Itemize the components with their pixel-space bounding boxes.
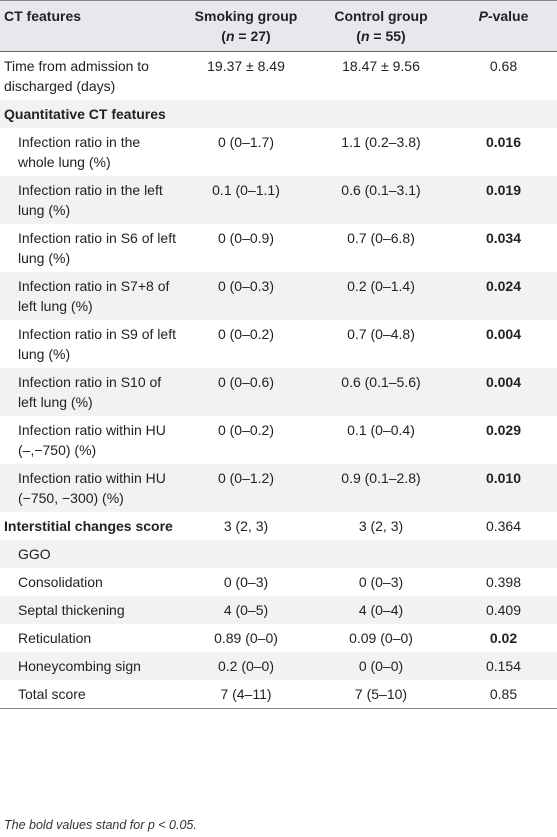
control-value: 18.47 ± 9.56 bbox=[342, 58, 420, 74]
control-value: 0.2 (0–1.4) bbox=[347, 278, 415, 294]
table-row bbox=[0, 652, 557, 680]
header-smoking-title: Smoking group bbox=[194, 8, 298, 24]
header-smoking-n-value: = 27) bbox=[234, 28, 271, 44]
table-row bbox=[0, 128, 557, 176]
row-label: Reticulation bbox=[18, 630, 92, 646]
header-smoking-group bbox=[180, 1, 312, 52]
p-value: 0.004 bbox=[485, 374, 522, 390]
row-label: Infection ratio within HU (−750, −300) (%) bbox=[18, 470, 166, 506]
header-smoking-n-open: ( bbox=[221, 28, 226, 44]
row-label: Infection ratio in S9 of left lung (%) bbox=[18, 326, 176, 362]
table-row bbox=[0, 272, 557, 320]
smoking-value: 0 (0–0.2) bbox=[217, 422, 275, 438]
header-smoking-n: n bbox=[225, 28, 235, 44]
row-label: Infection ratio in S7+8 of left lung (%) bbox=[18, 278, 170, 314]
smoking-value: 0 (0–0.3) bbox=[217, 278, 275, 294]
section-label: Quantitative CT features bbox=[4, 106, 166, 122]
control-value: 0 (0–0) bbox=[358, 658, 404, 674]
row-label: Infection ratio in the left lung (%) bbox=[18, 182, 163, 218]
control-value: 7 (5–10) bbox=[312, 680, 450, 709]
smoking-value: 0.1 (0–1.1) bbox=[212, 182, 280, 198]
table-row bbox=[0, 52, 557, 100]
header-p-value bbox=[450, 1, 557, 52]
header-control-group bbox=[312, 1, 450, 52]
control-value: 0 (0–3) bbox=[358, 574, 404, 590]
p-value: 0.02 bbox=[489, 630, 518, 646]
p-value: 0.409 bbox=[485, 602, 522, 618]
table-row bbox=[0, 624, 557, 652]
table-row bbox=[0, 416, 557, 464]
header-p-rest: -value bbox=[487, 8, 529, 24]
smoking-value: 0.2 (0–0) bbox=[217, 658, 275, 674]
smoking-value: 4 (0–5) bbox=[223, 602, 269, 618]
control-value: 0.6 (0.1–5.6) bbox=[341, 374, 421, 390]
row-label: Infection ratio in the whole lung (%) bbox=[18, 134, 141, 170]
row-label: Time from admission to discharged (days) bbox=[4, 58, 149, 94]
control-value: 0.7 (0–6.8) bbox=[347, 230, 415, 246]
row-label: Total score bbox=[0, 680, 180, 709]
header-control-n-value: = 55) bbox=[369, 28, 406, 44]
control-value: 0.6 (0.1–3.1) bbox=[341, 182, 421, 198]
p-value: 0.029 bbox=[485, 422, 522, 438]
smoking-value: 0 (0–1.2) bbox=[217, 470, 275, 486]
p-value: 0.019 bbox=[485, 182, 522, 198]
header-ct-features: CT features bbox=[4, 8, 82, 24]
table-footnote: The bold values stand for p < 0.05. bbox=[4, 818, 197, 832]
table-row bbox=[0, 176, 557, 224]
smoking-value: 3 (2, 3) bbox=[223, 518, 269, 534]
smoking-value: 0.89 (0–0) bbox=[214, 630, 278, 646]
table-row bbox=[0, 100, 557, 128]
control-value: 0.7 (0–4.8) bbox=[347, 326, 415, 342]
smoking-value: 0 (0–1.7) bbox=[217, 134, 275, 150]
table-body bbox=[0, 52, 557, 709]
control-value: 0.1 (0–0.4) bbox=[347, 422, 415, 438]
table-row bbox=[0, 568, 557, 596]
table-row bbox=[0, 464, 557, 512]
table-row bbox=[0, 680, 557, 709]
control-value: 0.9 (0.1–2.8) bbox=[341, 470, 421, 486]
row-label: Consolidation bbox=[18, 574, 103, 590]
row-label: Infection ratio within HU (–,−750) (%) bbox=[18, 422, 166, 458]
control-value: 3 (2, 3) bbox=[358, 518, 404, 534]
row-label: GGO bbox=[18, 546, 51, 562]
p-value: 0.024 bbox=[485, 278, 522, 294]
control-value: 4 (0–4) bbox=[358, 602, 404, 618]
smoking-value: 0 (0–3) bbox=[223, 574, 269, 590]
p-value: 0.364 bbox=[485, 518, 522, 534]
table-row bbox=[0, 368, 557, 416]
section-label: Interstitial changes score bbox=[4, 518, 173, 534]
control-value: 1.1 (0.2–3.8) bbox=[341, 134, 421, 150]
table-row bbox=[0, 224, 557, 272]
header-control-title: Control group bbox=[334, 8, 428, 24]
p-value: 0.016 bbox=[485, 134, 522, 150]
p-value: 0.68 bbox=[489, 58, 518, 74]
table-row bbox=[0, 596, 557, 624]
smoking-value: 19.37 ± 8.49 bbox=[207, 58, 285, 74]
p-value: 0.034 bbox=[485, 230, 522, 246]
table-row bbox=[0, 320, 557, 368]
table-row bbox=[0, 540, 557, 568]
row-label: Infection ratio in S6 of left lung (%) bbox=[18, 230, 176, 266]
row-label: Infection ratio in S10 of left lung (%) bbox=[18, 374, 162, 410]
p-value: 0.398 bbox=[485, 574, 522, 590]
p-value: 0.010 bbox=[485, 470, 522, 486]
control-value: 0.09 (0–0) bbox=[349, 630, 413, 646]
p-value: 0.85 bbox=[450, 680, 557, 709]
table-row bbox=[0, 512, 557, 540]
table-header bbox=[0, 1, 557, 52]
row-label: Septal thickening bbox=[18, 602, 125, 618]
header-control-n-open: ( bbox=[356, 28, 361, 44]
p-value: 0.004 bbox=[485, 326, 522, 342]
p-value: 0.154 bbox=[485, 658, 522, 674]
header-p-letter: P bbox=[478, 8, 488, 24]
row-label: Honeycombing sign bbox=[18, 658, 141, 674]
smoking-value: 0 (0–0.6) bbox=[217, 374, 275, 390]
smoking-value: 0 (0–0.2) bbox=[217, 326, 275, 342]
header-control-n: n bbox=[360, 28, 370, 44]
smoking-value: 0 (0–0.9) bbox=[217, 230, 275, 246]
smoking-value: 7 (4–11) bbox=[180, 680, 312, 709]
